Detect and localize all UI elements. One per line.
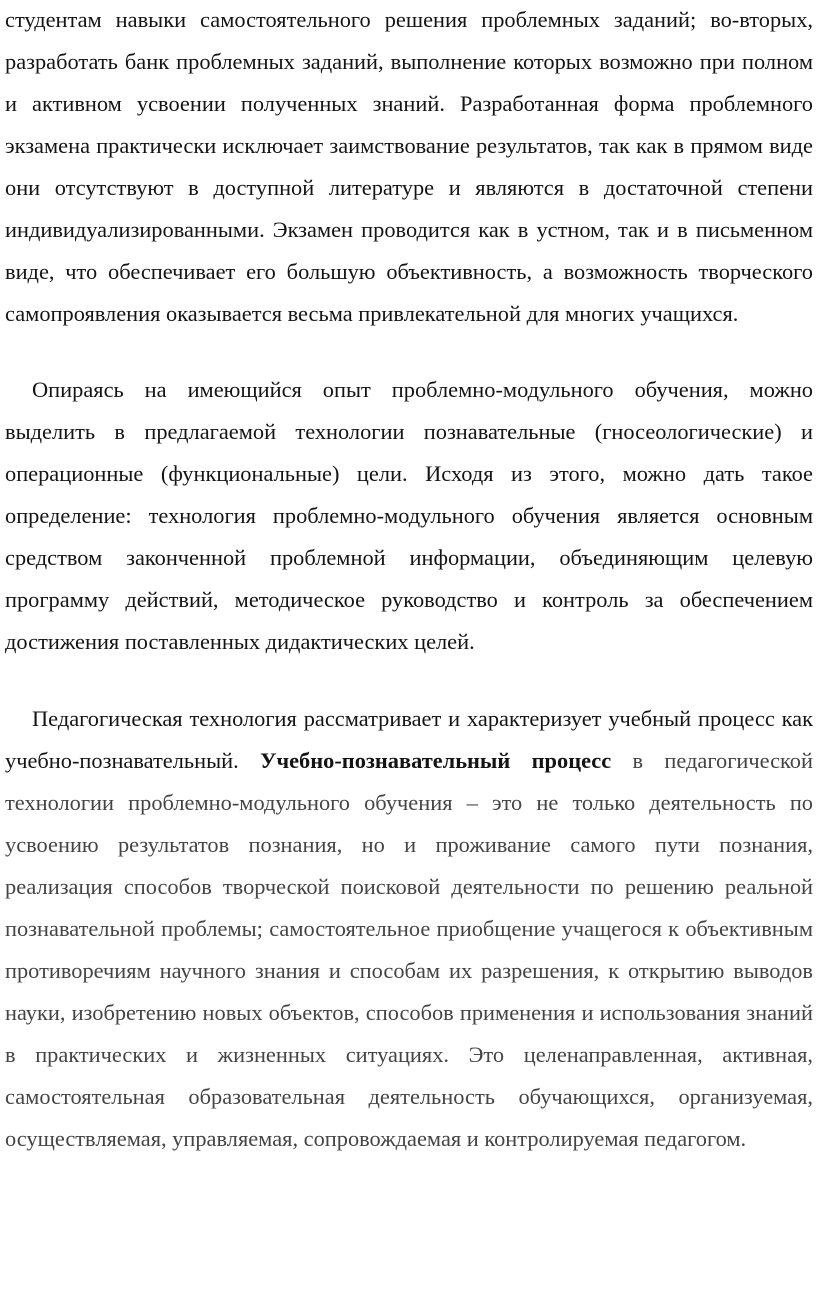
paragraph-spacer bbox=[5, 663, 813, 698]
paragraph-technology-definition: Опираясь на имеющийся опыт проблемно-модульного обучения, можно выделить в предлагаемой технологии познавательные (гносеологические) и операционные (функциональные) цели. Исходя из этого, можно дать такое определение: технология проблемно-модульного обучения является основным средством законченной проблемной информации, объединяющим целевую программу действий, методическое руководство и контроль за обеспечением достижения поставленных дидактических целей. bbox=[5, 377, 813, 654]
paragraph-continuation-text: в педагогической технологии проблемно-модульного обучения – это не только деятельность по усвоению результатов познания, но и проживание самого пути познания, реализация способов творческой поисковой деятельности по решению реальной познавательной проблемы; самостоятельное приобщение учащегося к объективным противоречиям научного знания и способам их разрешения, к открытию выводов науки, изобретению новых объектов, способов применения и использования знаний в практических и жизненных ситуациях. Это целенаправленная, активная, самостоятельная образовательная деятельность обучающихся, организуемая, осуществляемая, управляемая, сопровождаемая и контролируемая педагогом. bbox=[5, 748, 813, 1151]
paragraph-exam-form: студентам навыки самостоятельного решения проблемных заданий; во-вторых, разработать банк проблемных заданий, выполнение которых возможно при полном и активном усвоении полученных знаний. Разработанная форма проблемного экзамена практически исключает заимствование результатов, так как в прямом виде они отсутствуют в доступной литературе и являются в достаточной степени индивидуализированными. Экзамен проводится как в устном, так и в письменном виде, что обеспечивает его большую объективность, а возможность творческого самопроявления оказывается весьма привлекательной для многих учащихся. bbox=[5, 7, 813, 326]
paragraph-intro-text: Педагогическая технология рассматривает и характеризует учебный процесс как учебно-познавательный. bbox=[5, 706, 813, 773]
defined-term: Учебно-познавательный процесс bbox=[260, 748, 612, 773]
paragraph-spacer bbox=[5, 335, 813, 369]
paragraph-learning-process bbox=[5, 698, 813, 1160]
